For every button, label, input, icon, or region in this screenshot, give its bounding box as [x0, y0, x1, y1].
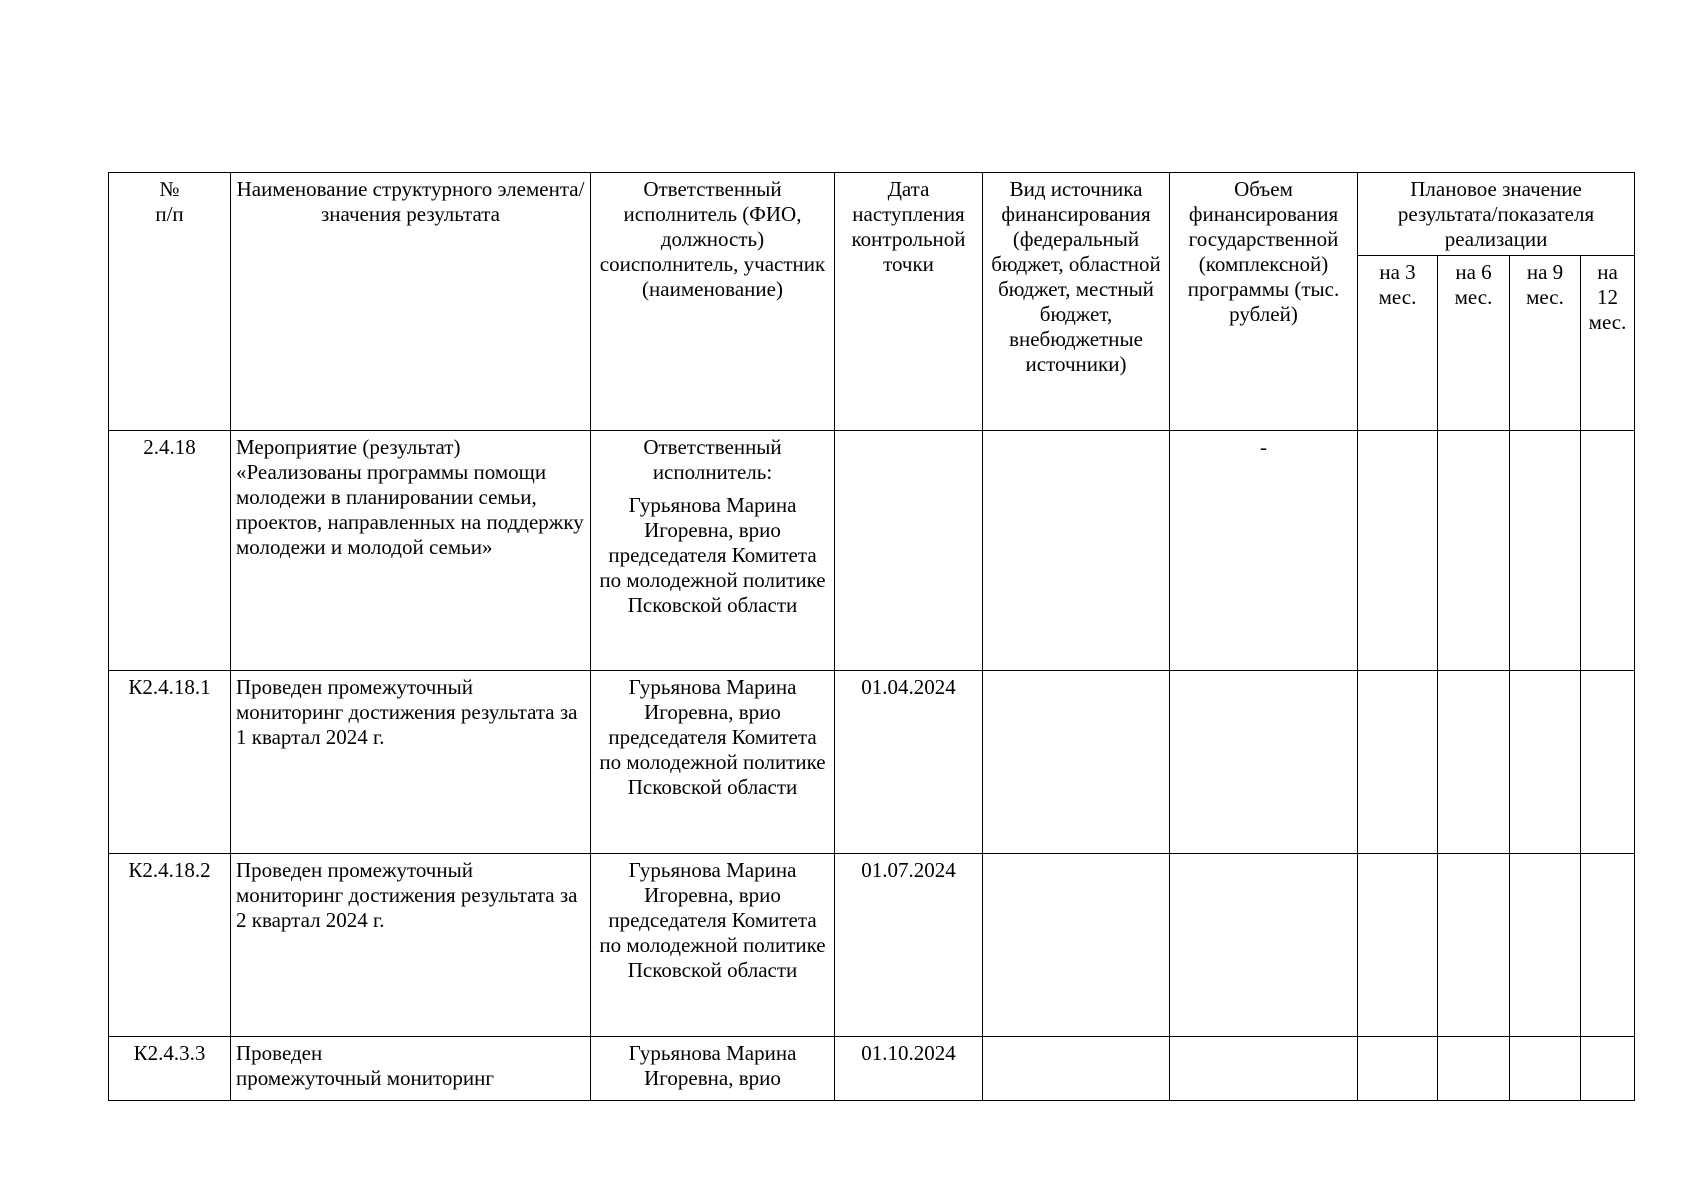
row-m3 [1358, 854, 1438, 1037]
header-m6: на 6 мес. [1438, 256, 1510, 431]
plan-table [108, 172, 1635, 1101]
row-responsible [591, 431, 835, 671]
header-responsible: Ответственный исполнитель (ФИО, должность) соисполнитель, участник (наименование) [591, 173, 835, 431]
row-m6 [1438, 671, 1510, 854]
header-m12: на 12 мес. [1581, 256, 1635, 431]
row-num: 2.4.18 [109, 431, 231, 671]
row-date: 01.04.2024 [835, 671, 983, 854]
row-name: Проведен промежуточный мониторинг достижения результата за 2 квартал 2024 г. [231, 854, 591, 1037]
row-volume: - [1170, 431, 1358, 671]
header-date: Дата наступления контрольной точки [835, 173, 983, 431]
row-m9 [1510, 671, 1581, 854]
row-responsible-person: Гурьянова Марина Игоревна, врио председателя Комитета по молодежной политике Псковской области [599, 493, 826, 617]
table-row [109, 671, 1635, 854]
row-num: К2.4.3.3 [109, 1037, 231, 1101]
header-name: Наименование структурного элемента/ значения результата [231, 173, 591, 431]
row-num: К2.4.18.2 [109, 854, 231, 1037]
header-m3: на 3 мес. [1358, 256, 1438, 431]
header-volume: Объем финансирования государственной (комплексной) программы (тыс. рублей) [1170, 173, 1358, 431]
header-plan: Плановое значение результата/показателя реализации [1358, 173, 1635, 256]
row-responsible: Гурьянова Марина Игоревна, врио [591, 1037, 835, 1101]
row-m12 [1581, 431, 1635, 671]
row-num: К2.4.18.1 [109, 671, 231, 854]
row-m6 [1438, 431, 1510, 671]
row-m3 [1358, 431, 1438, 671]
row-responsible: Гурьянова Марина Игоревна, врио председателя Комитета по молодежной политике Псковской области [591, 854, 835, 1037]
row-m6 [1438, 854, 1510, 1037]
row-source [983, 671, 1170, 854]
row-date [835, 431, 983, 671]
table-row [109, 431, 1635, 671]
row-m12 [1581, 854, 1635, 1037]
row-name: Проведен промежуточный мониторинг [231, 1037, 591, 1101]
row-source [983, 1037, 1170, 1101]
row-date: 01.10.2024 [835, 1037, 983, 1101]
table-header-row [109, 173, 1635, 256]
row-name: Мероприятие (результат) «Реализованы программы помощи молодежи в планировании семьи, проектов, направленных на поддержку молодежи и молодой семьи» [231, 431, 591, 671]
row-name: Проведен промежуточный мониторинг достижения результата за 1 квартал 2024 г. [231, 671, 591, 854]
row-m9 [1510, 854, 1581, 1037]
row-date: 01.07.2024 [835, 854, 983, 1037]
row-m3 [1358, 1037, 1438, 1101]
table-row [109, 854, 1635, 1037]
row-source [983, 431, 1170, 671]
row-volume [1170, 854, 1358, 1037]
row-m9 [1510, 431, 1581, 671]
row-m9 [1510, 1037, 1581, 1101]
row-responsible-label: Ответственный исполнитель: [643, 435, 782, 484]
header-m9: на 9 мес. [1510, 256, 1581, 431]
row-volume [1170, 671, 1358, 854]
row-m6 [1438, 1037, 1510, 1101]
row-source [983, 854, 1170, 1037]
header-source: Вид источника финансирования (федеральный бюджет, областной бюджет, местный бюджет, внебюджетные источники) [983, 173, 1170, 431]
header-num: № п/п [109, 173, 231, 431]
row-volume [1170, 1037, 1358, 1101]
table-row [109, 1037, 1635, 1101]
row-m12 [1581, 671, 1635, 854]
row-m12 [1581, 1037, 1635, 1101]
row-m3 [1358, 671, 1438, 854]
row-responsible: Гурьянова Марина Игоревна, врио председателя Комитета по молодежной политике Псковской области [591, 671, 835, 854]
